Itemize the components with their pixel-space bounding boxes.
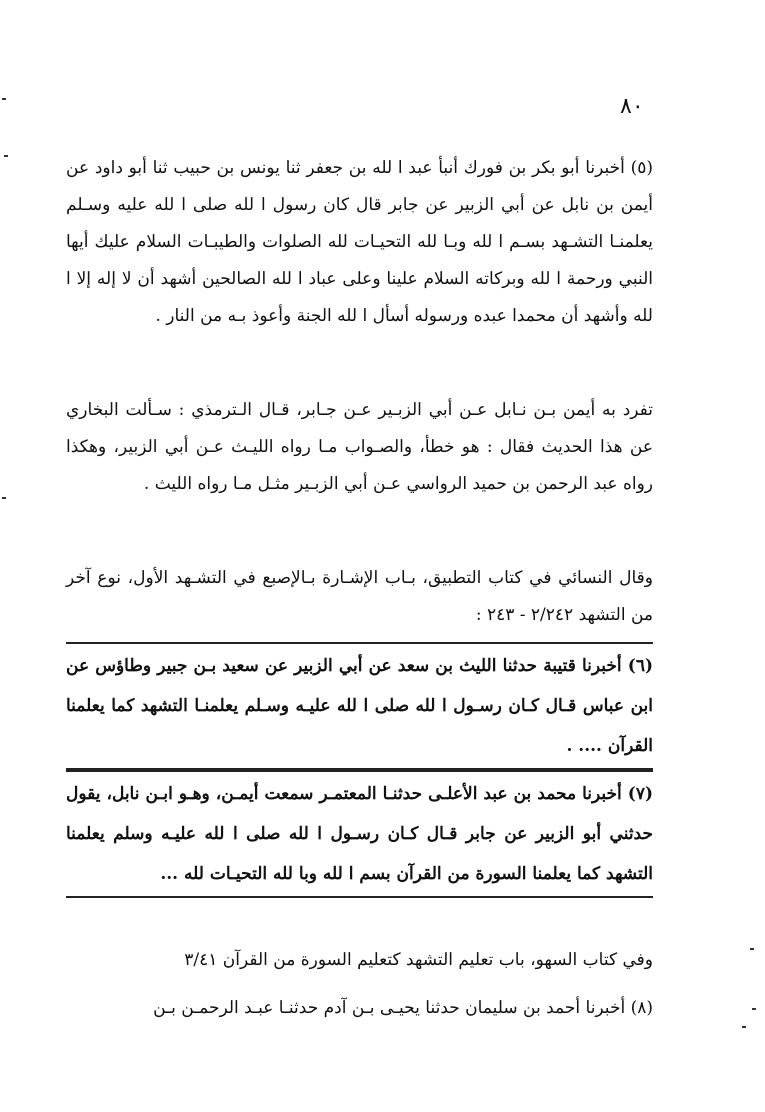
- paragraph-text: (٧) أخبرنا محمد بن عبد الأعلـى حدثنـا المعتمـر سمعت أيمـن، وهـو ابـن نابل، يقول حدثني أبو الزبير عن جابر قـال كـان رسـول ا لله صلى ا لله عليـه وسلم يعلمنا التشهد كما يعلمنا السورة من القرآن بسم ا لله وبا لله التحيـات لله ...: [66, 770, 653, 898]
- paragraph-text: تفرد به أيمن بـن نـابل عـن أبي الزبـير عـن جـابر، قـال الـترمذي : سـألت البخاري عن هذا الحديث فقال : هو خطأ، والصـواب مـا رواه الليـث عـن أبي الزبير، وهكذا رواه عبد الرحمن بن حميد الرواسي عـن أبي الزبـير مثـل مـا رواه الليث .: [66, 400, 653, 494]
- paragraph-hadith-7: [66, 770, 653, 898]
- paragraph-hadith-8: [66, 990, 653, 1027]
- paragraph-text: (٥) أخبرنا أبو بكر بن فورك أنبأ عبد ا لله بن جعفر ثنا يونس بن حبيب ثنا أبو داود عن أيمن بن نابل عن أبي الزبير عن جابر قال كان رسول ا لله صلى ا لله عليه وسـلم يعلمنـا التشـهد بسـم ا لله وبـا لله التحيـات لله الصلوات والطيبـات السلام عليك أيها النبي ورحمة ا لله وبركاته السلام علينا وعلى عباد ا لله الصالحين أشهد أن لا إله إلا ا لله وأشهد أن محمدا عبده ورسوله أسأل ا لله الجنة وأعوذ بـه من النار .: [66, 158, 653, 326]
- paragraph-sahw-reference: [66, 942, 653, 979]
- paragraph-text: وقال النسائي في كتاب التطبيق، بـاب الإشـارة بـالإصبع في التشـهد الأول، نوع آخر من التشهد ٢/٢٤٢ - ٢٤٣ :: [66, 568, 653, 625]
- paragraph-text: وفي كتاب السهو، باب تعليم التشهد كتعليم السورة من القرآن ٣/٤١: [184, 950, 653, 970]
- paragraph-text: (٦) أخبرنا قتيبة حدثنا الليث بن سعد عن أبي الزبير عن سعيد بـن جبير وطاؤس عن ابن عباس قـال كـان رسـول ا لله صلى ا لله عليـه وسـلم يعلمنـا التشهد كما يعلمنا القرآن .... .: [66, 642, 653, 770]
- paragraph-nasai-reference: [66, 560, 653, 634]
- paragraph-hadith-5: [66, 150, 653, 335]
- paragraph-commentary: [66, 392, 653, 503]
- margin-mark: [2, 98, 6, 100]
- margin-mark: [752, 1008, 756, 1010]
- paragraph-hadith-6: [66, 642, 653, 770]
- page-number: ٨٠: [620, 94, 644, 119]
- paragraph-text: (٨) أخبرنا أحمد بن سليمان حدثنا يحيـى بـن آدم حدثنـا عبـد الرحمـن بـن: [153, 998, 653, 1018]
- margin-mark: [2, 497, 6, 499]
- margin-mark: [4, 155, 8, 157]
- margin-mark: [750, 948, 754, 950]
- margin-mark: [742, 1026, 746, 1028]
